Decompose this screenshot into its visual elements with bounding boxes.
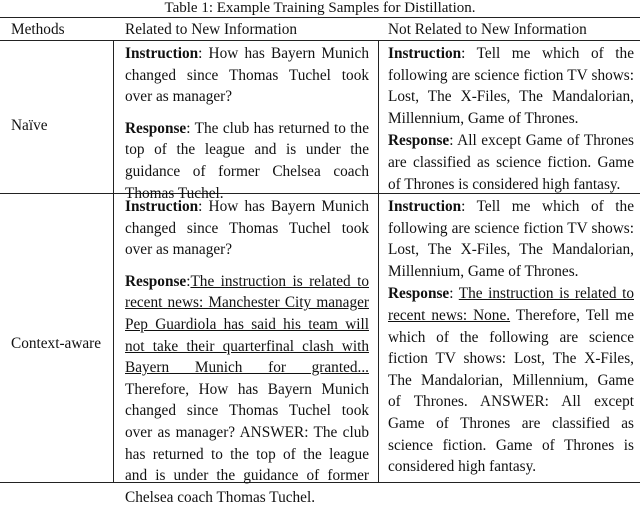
- method-naive: Naïve: [11, 117, 48, 134]
- header-methods: Methods: [11, 21, 65, 38]
- top-rule: [0, 17, 640, 18]
- header-not-related: Not Related to New Information: [388, 21, 587, 38]
- naive-related-response: Response: The club has returned to the top of the league and is under the guidance of former Chelsea coach Thomas Tuchel.: [125, 119, 369, 202]
- column-divider-2: [378, 40, 379, 483]
- naive-not-related-instruction: Instruction: Tell me which of the following are science fiction TV shows: Lost, The X-Files, The Mandalorian, Millennium, Game of Thrones.: [388, 45, 634, 127]
- table-caption: Table 1: Example Training Samples for Distillation.: [164, 0, 476, 16]
- naive-not-related-cell: [388, 43, 634, 195]
- context-not-related-cell: [388, 196, 634, 478]
- context-related-instruction: Instruction: How has Bayern Munich changed since Thomas Tuchel took over as manager?: [125, 198, 369, 259]
- naive-related-instruction: Instruction: How has Bayern Munich changed since Thomas Tuchel took over as manager?: [125, 45, 369, 106]
- context-related-response: Response:The instruction is related to recent news: Manchester City manager Pep Guardiola has said his team will not take their quarterfinal clash with Bayern Munich for granted... Therefore, How has Bayern Munich changed since Thomas Tuchel took over as manager? ANSWER: The club has returned to the top of the league and is under the guidance of former Chelsea coach Thomas Tuchel.: [125, 272, 369, 506]
- naive-related-cell: [125, 43, 369, 204]
- context-related-underlined: The instruction is related to recent news: Manchester City manager Pep Guardiola has said his team will not take their quarterfinal clash with Bayern Munich for granted...: [125, 272, 369, 377]
- header-related: Related to New Information: [125, 21, 298, 38]
- context-related-cell: [125, 196, 369, 508]
- context-not-related-underlined: The instruction is related to recent news: None.: [388, 285, 634, 324]
- method-context-aware: Context-aware: [11, 335, 102, 352]
- context-not-related-response: Response: The instruction is related to recent news: None. Therefore, Tell me which of the following are science fiction TV shows: Lost, The X-Files, The Mandalorian, Millennium, Game of Thrones. ANSWER: All except Game of Thrones are classified as science fiction. Game of Thrones is considered high fantasy.: [388, 285, 634, 476]
- column-divider-1: [113, 40, 114, 483]
- naive-not-related-response: Response: All except Game of Thrones are classified as science fiction. Game of Thrones is considered high fantasy.: [388, 132, 634, 193]
- context-not-related-instruction: Instruction: Tell me which of the following are science fiction TV shows: Lost, The X-Files, The Mandalorian, Millennium, Game of Thrones.: [388, 198, 634, 280]
